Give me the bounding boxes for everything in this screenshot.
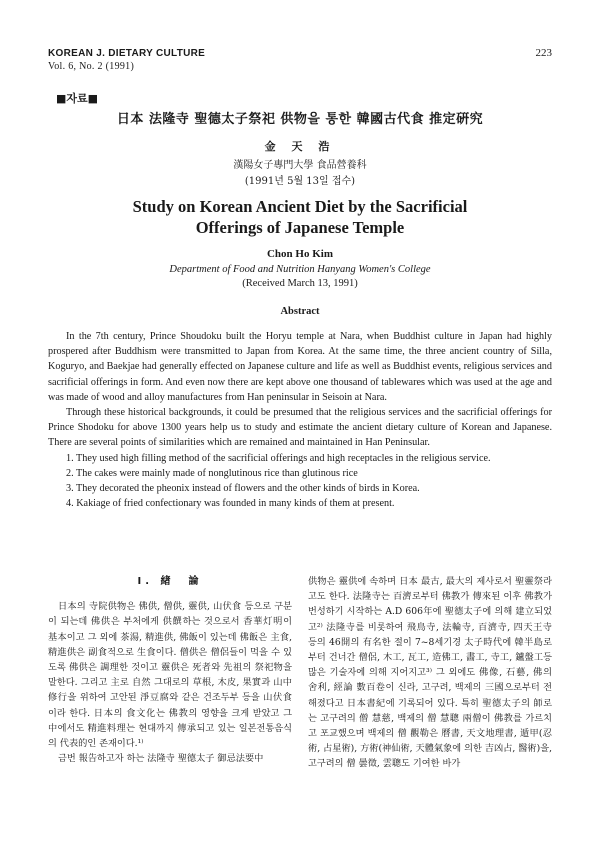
abstract-body — [48, 329, 552, 511]
english-title-line2: Offerings of Japanese Temple — [195, 218, 405, 237]
section-heading: I. 緖 論 — [137, 576, 203, 587]
english-title — [0, 196, 600, 238]
journal-header — [48, 47, 205, 73]
abstract-points — [48, 451, 552, 512]
page-number: 223 — [535, 47, 552, 59]
journal-name: KOREAN J. DIETARY CULTURE — [48, 48, 206, 59]
journal-volume: Vol. 6, No. 2 (1991) — [48, 61, 135, 72]
body-paragraph: 日本의 寺院供物은 佛供, 僧供, 靈供, 山伏食 등으로 구분이 되는데 佛供은 부처에게 供饌하는 것으로서 香華灯明이 基本이고 그 외에 茶湯, 精進供, 佛飯이 있는데 佛飯은 主食, 精進供은 副食적으로 生食이다. 僧供은 僧侶들이 먹을 수 있도록 佛供은 調理한 것이고 靈供은 死者와 先祖의 祭祀物을 말한다. 그리고 主로 自然 그대로의 草根, 木皮, 果實과 山中修行을 위하여 고안된 淨豆腐와 같은 건조두부 등을 山伏食이라 한다. 日本의 食文化는 佛教의 영향을 크게 받았고 그 中에서도 精進料理는 현대까지 傳承되고 있는 일본전통음식의 代表的인 존재이다.¹⁾ — [48, 601, 292, 750]
english-received-date: (Received March 13, 1991) — [242, 278, 358, 289]
abstract-paragraph: Through these historical backgrounds, it could be presumed that the religious services and the sacrificial offerings for Prince Shodoku for above 1300 years help us to study and estimate the ancient dietary culture of Korean and Japanese. There are several points of similarities which are remained and maintained in Han Peninsular. — [48, 407, 552, 449]
korean-affiliation: 漢陽女子專門大學 食品營養科 — [233, 160, 367, 171]
body-paragraph: 供物은 靈供에 속하며 日本 最古, 最大의 제사로서 聖靈祭라고도 한다. 法隆寺는 百濟로부터 佛教가 傳來된 이후 佛教가 번성하기 시작하는 A.D 606年에 聖德太子에 의해 建立되었고²⁾ 法隆寺를 비롯하여 飛鳥寺, 法輪寺, 百濟寺, 四天王寺 등의 46開의 有名한 절이 7~8세기경 太子時代에 韓半島로부터 건너간 僧侶, 木工, 瓦工, 造佛工, 畵工, 寺工, 鑪盤工등 많은 기술자에 의해 지어지고³⁾ 그 외에도 佛像, 石藝, 佛의 舍利, 經論 數百卷이 신라, 고구려, 백제의 三國으로부터 전해졌다고 日本書紀에 기록되어 있다. 특히 聖德太子의 師로는 고구려의 僧 慧慈, 백제의 僧 慧聰 兩僧이 佛教를 가르치고 포교했으며 백제의 僧 觀勒은 曆書, 天文地理書, 遁甲(忍術, 占星術), 方術(神仙術, 天體氣象에 의한 吉凶占, 醫術)을, 고구려의 僧 曇徵, 雲聰도 기여한 바가 — [308, 576, 552, 770]
abstract-point: 4. Kakiage of fried confectionary was founded in many kinds of them at present. — [66, 498, 395, 510]
abstract-point: 3. They decorated the pheonix instead of flowers and the other kinds of birds in Korea. — [66, 483, 420, 495]
right-column — [308, 574, 552, 772]
body-columns — [48, 574, 552, 772]
abstract-heading: Abstract — [280, 306, 320, 317]
section-tag: ■자료■ — [56, 92, 99, 105]
abstract-paragraph: In the 7th century, Prince Shoudoku built the Horyu temple at Nara, when Buddhist culture in Japan had highly prospered after Buddhism were transmitted to Japan from Korea. At the same time, the three ancient country of Silla, Koguryo, and Baekjae had generally effected on Japanese culture and life as well as Buddhist events, religious services and sacrificial offerings in form. And even now there are kept above one thousand of tablewares which was used at the age and was made of wood and alloy manufactures from Han peninsular in Seisoin at Nara. — [48, 331, 552, 403]
korean-received-date: (1991년 5월 13일 접수) — [244, 176, 356, 187]
abstract-point: 2. The cakes were mainly made of nonglutinous rice than glutinous rice — [66, 467, 358, 479]
english-title-line1: Study on Korean Ancient Diet by the Sacrificial — [132, 197, 468, 216]
korean-author: 金 天 浩 — [264, 140, 336, 153]
english-affiliation: Department of Food and Nutrition Hanyang Women's College — [169, 264, 431, 275]
korean-title: 日本 法隆寺 聖德太子祭祀 供物을 통한 韓國古代食 推定硏究 — [116, 112, 484, 127]
body-paragraph: 금번 報告하고자 하는 法隆寺 聖德太子 御忌法要中 — [58, 753, 264, 765]
left-column — [48, 574, 292, 772]
english-author: Chon Ho Kim — [266, 248, 333, 260]
abstract-point: 1. They used high filling method of the sacrificial offerings and high receptacles in the religious service. — [66, 452, 491, 464]
